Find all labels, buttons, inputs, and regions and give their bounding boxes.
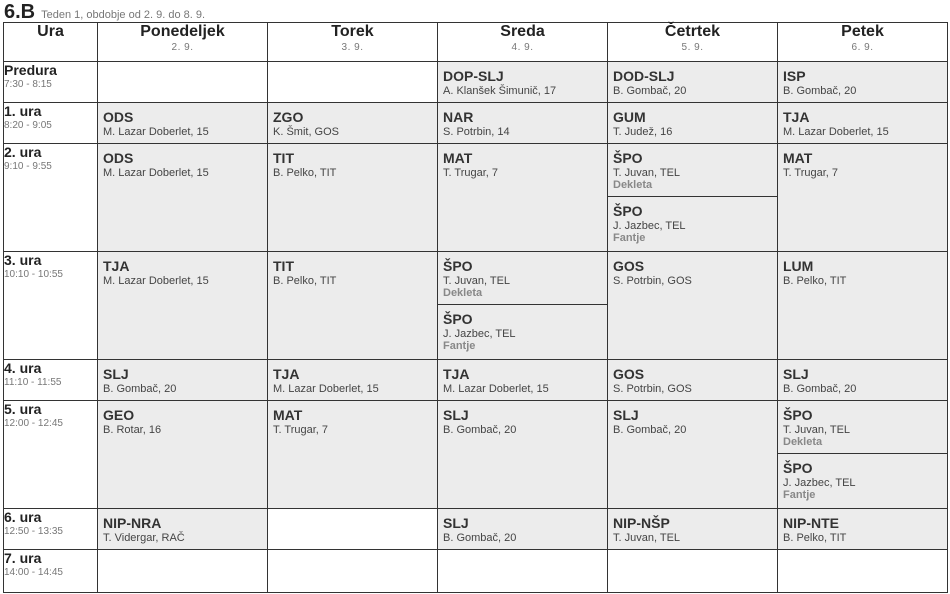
lesson-teacher: B. Gombač, 20 bbox=[783, 383, 857, 395]
lesson-teacher: T. Trugar, 7 bbox=[273, 424, 329, 436]
lesson-teacher: B. Pelko, TIT bbox=[783, 275, 847, 287]
lesson-subject: DOP-SLJ bbox=[443, 68, 504, 84]
lesson-card[interactable] bbox=[438, 305, 607, 359]
lesson-group: Dekleta bbox=[443, 287, 483, 299]
timetable-row bbox=[4, 401, 948, 509]
hour-column-header bbox=[4, 23, 98, 62]
hour-time: 12:50 - 13:35 bbox=[4, 526, 63, 537]
lesson-card[interactable] bbox=[438, 401, 607, 508]
lesson-subject: SLJ bbox=[783, 366, 809, 382]
lesson-card[interactable] bbox=[438, 360, 607, 400]
day-slot bbox=[778, 252, 948, 360]
lesson-card[interactable] bbox=[98, 509, 267, 549]
lesson-teacher: B. Pelko, TIT bbox=[783, 532, 847, 544]
lesson-group: Dekleta bbox=[613, 179, 653, 191]
day-slot bbox=[778, 144, 948, 252]
day-slot bbox=[438, 550, 608, 593]
day-slot bbox=[608, 509, 778, 550]
header-row bbox=[4, 23, 948, 62]
day-date: 4. 9. bbox=[511, 42, 534, 53]
hour-time: 9:10 - 9:55 bbox=[4, 161, 52, 172]
day-slot bbox=[98, 550, 268, 593]
lesson-subject: ŠPO bbox=[613, 150, 643, 166]
lesson-card[interactable] bbox=[778, 360, 947, 400]
lesson-card[interactable] bbox=[608, 144, 777, 197]
lesson-teacher: M. Lazar Doberlet, 15 bbox=[783, 126, 889, 138]
hour-cell bbox=[4, 62, 98, 103]
day-slot bbox=[98, 144, 268, 252]
lesson-teacher: J. Jazbec, TEL bbox=[783, 477, 856, 489]
day-slot bbox=[778, 103, 948, 144]
lesson-subject: ŠPO bbox=[783, 460, 813, 476]
lesson-teacher: K. Šmit, GOS bbox=[273, 126, 340, 138]
timetable-header bbox=[0, 0, 950, 22]
day-name: Sreda bbox=[500, 23, 545, 40]
lesson-teacher: T. Trugar, 7 bbox=[783, 167, 839, 179]
lesson-subject: GOS bbox=[613, 366, 645, 382]
lesson-teacher: S. Potrbin, 14 bbox=[443, 126, 510, 138]
day-slot bbox=[438, 103, 608, 144]
lesson-card[interactable] bbox=[268, 144, 437, 251]
hour-name: 7. ura bbox=[4, 550, 42, 566]
lesson-card[interactable] bbox=[608, 509, 777, 549]
hour-cell bbox=[4, 360, 98, 401]
lesson-subject: MAT bbox=[273, 407, 303, 423]
lesson-card[interactable] bbox=[608, 252, 777, 359]
day-slot bbox=[268, 509, 438, 550]
day-slot bbox=[268, 62, 438, 103]
day-slot bbox=[98, 103, 268, 144]
day-date: 6. 9. bbox=[851, 42, 874, 53]
day-slot bbox=[438, 401, 608, 509]
lesson-teacher: M. Lazar Doberlet, 15 bbox=[103, 275, 209, 287]
lesson-teacher: B. Gombač, 20 bbox=[783, 85, 857, 97]
lesson-subject: MAT bbox=[783, 150, 813, 166]
lesson-card[interactable] bbox=[268, 360, 437, 400]
day-slot bbox=[778, 62, 948, 103]
lesson-teacher: M. Lazar Doberlet, 15 bbox=[443, 383, 549, 395]
hour-time: 11:10 - 11:55 bbox=[4, 377, 62, 388]
lesson-teacher: B. Gombač, 20 bbox=[613, 424, 687, 436]
lesson-subject: NAR bbox=[443, 109, 474, 125]
lesson-teacher: B. Gombač, 20 bbox=[443, 532, 517, 544]
lesson-subject: NIP-NRA bbox=[103, 515, 162, 531]
day-slot bbox=[438, 360, 608, 401]
lesson-teacher: T. Juvan, TEL bbox=[783, 424, 851, 436]
day-slot bbox=[98, 509, 268, 550]
lesson-subject: TIT bbox=[273, 150, 294, 166]
day-header-tuesday bbox=[268, 23, 438, 62]
hour-cell bbox=[4, 103, 98, 144]
lesson-teacher: B. Gombač, 20 bbox=[103, 383, 177, 395]
hour-cell bbox=[4, 144, 98, 252]
lesson-subject: ŠPO bbox=[443, 258, 473, 274]
lesson-card[interactable] bbox=[98, 401, 267, 508]
hour-name: 1. ura bbox=[4, 103, 42, 119]
lesson-card[interactable] bbox=[268, 103, 437, 143]
hour-name: 3. ura bbox=[4, 252, 42, 268]
lesson-card[interactable] bbox=[438, 62, 607, 102]
day-slot bbox=[608, 103, 778, 144]
lesson-group: Dekleta bbox=[783, 436, 823, 448]
day-slot bbox=[608, 360, 778, 401]
lesson-teacher: S. Potrbin, GOS bbox=[613, 383, 692, 395]
lesson-card[interactable] bbox=[608, 103, 777, 143]
lesson-subject: SLJ bbox=[613, 407, 639, 423]
lesson-teacher: M. Lazar Doberlet, 15 bbox=[103, 167, 209, 179]
day-name: Torek bbox=[331, 23, 374, 40]
timetable-row bbox=[4, 144, 948, 252]
hour-cell bbox=[4, 550, 98, 593]
lesson-teacher: M. Lazar Doberlet, 15 bbox=[103, 126, 209, 138]
lesson-teacher: B. Gombač, 20 bbox=[443, 424, 517, 436]
day-date: 3. 9. bbox=[341, 42, 364, 53]
lesson-subject: SLJ bbox=[443, 407, 469, 423]
day-name: Ponedeljek bbox=[140, 23, 225, 40]
lesson-card[interactable] bbox=[438, 103, 607, 143]
day-slot bbox=[438, 509, 608, 550]
lesson-subject: ŠPO bbox=[443, 311, 473, 327]
day-slot bbox=[268, 360, 438, 401]
day-slot bbox=[268, 252, 438, 360]
day-slot bbox=[438, 144, 608, 252]
lesson-subject: SLJ bbox=[103, 366, 129, 382]
lesson-card[interactable] bbox=[98, 360, 267, 400]
lesson-card[interactable] bbox=[268, 401, 437, 508]
day-date: 5. 9. bbox=[681, 42, 704, 53]
hour-time: 14:00 - 14:45 bbox=[4, 567, 63, 578]
hour-cell bbox=[4, 401, 98, 509]
lesson-subject: GUM bbox=[613, 109, 646, 125]
lesson-teacher: M. Lazar Doberlet, 15 bbox=[273, 383, 379, 395]
day-header-friday bbox=[778, 23, 948, 62]
lesson-card[interactable] bbox=[438, 509, 607, 549]
lesson-card[interactable] bbox=[438, 252, 607, 305]
lesson-card[interactable] bbox=[98, 103, 267, 143]
hour-name: Predura bbox=[4, 62, 57, 78]
lesson-group: Fantje bbox=[613, 232, 646, 244]
lesson-teacher: T. Juvan, TEL bbox=[613, 532, 681, 544]
lesson-card[interactable] bbox=[608, 62, 777, 102]
hour-name: 5. ura bbox=[4, 401, 42, 417]
day-slot bbox=[608, 252, 778, 360]
timetable-row bbox=[4, 103, 948, 144]
hour-column-label: Ura bbox=[37, 23, 64, 40]
lesson-card[interactable] bbox=[608, 360, 777, 400]
lesson-teacher: B. Pelko, TIT bbox=[273, 167, 337, 179]
hour-name: 6. ura bbox=[4, 509, 42, 525]
lesson-teacher: S. Potrbin, GOS bbox=[613, 275, 692, 287]
lesson-subject: MAT bbox=[443, 150, 473, 166]
hour-cell bbox=[4, 509, 98, 550]
day-slot bbox=[98, 360, 268, 401]
day-slot bbox=[268, 144, 438, 252]
lesson-card[interactable] bbox=[778, 401, 947, 454]
lesson-card[interactable] bbox=[98, 252, 267, 359]
day-header-monday bbox=[98, 23, 268, 62]
day-slot bbox=[98, 252, 268, 360]
lesson-group: Fantje bbox=[783, 489, 816, 501]
timetable-row bbox=[4, 550, 948, 593]
lesson-teacher: B. Rotar, 16 bbox=[103, 424, 162, 436]
hour-cell bbox=[4, 252, 98, 360]
lesson-card[interactable] bbox=[608, 197, 777, 251]
day-name: Petek bbox=[841, 23, 884, 40]
timetable-row bbox=[4, 62, 948, 103]
timetable-row bbox=[4, 252, 948, 360]
lesson-subject: GOS bbox=[613, 258, 645, 274]
timetable bbox=[3, 22, 948, 593]
lesson-group: Fantje bbox=[443, 340, 476, 352]
day-slot bbox=[438, 252, 608, 360]
lesson-card[interactable] bbox=[778, 144, 947, 251]
lesson-subject: TIT bbox=[273, 258, 294, 274]
lesson-subject: ŠPO bbox=[783, 407, 813, 423]
lesson-card[interactable] bbox=[778, 62, 947, 102]
lesson-subject: ZGO bbox=[273, 109, 304, 125]
lesson-card[interactable] bbox=[778, 509, 947, 549]
timetable-body bbox=[4, 62, 948, 593]
lesson-subject: TJA bbox=[273, 366, 300, 382]
lesson-card[interactable] bbox=[778, 454, 947, 508]
lesson-subject: DOD-SLJ bbox=[613, 68, 675, 84]
day-date: 2. 9. bbox=[171, 42, 194, 53]
lesson-subject: ISP bbox=[783, 68, 806, 84]
lesson-card[interactable] bbox=[608, 401, 777, 508]
lesson-teacher: T. Judež, 16 bbox=[613, 126, 673, 138]
day-slot bbox=[608, 144, 778, 252]
lesson-teacher: B. Gombač, 20 bbox=[613, 85, 687, 97]
hour-time: 10:10 - 10:55 bbox=[4, 269, 63, 280]
lesson-teacher: T. Juvan, TEL bbox=[443, 275, 511, 287]
day-slot bbox=[778, 550, 948, 593]
day-slot bbox=[98, 401, 268, 509]
day-slot bbox=[98, 62, 268, 103]
day-slot bbox=[608, 550, 778, 593]
hour-time: 7:30 - 8:15 bbox=[4, 79, 52, 90]
hour-time: 12:00 - 12:45 bbox=[4, 418, 63, 429]
day-header-wednesday bbox=[438, 23, 608, 62]
lesson-subject: SLJ bbox=[443, 515, 469, 531]
lesson-subject: ŠPO bbox=[613, 203, 643, 219]
lesson-teacher: J. Jazbec, TEL bbox=[443, 328, 516, 340]
day-header-thursday bbox=[608, 23, 778, 62]
timetable-row bbox=[4, 360, 948, 401]
lesson-card[interactable] bbox=[438, 144, 607, 251]
day-slot bbox=[778, 401, 948, 509]
lesson-subject: ODS bbox=[103, 109, 134, 125]
lesson-teacher: T. Trugar, 7 bbox=[443, 167, 499, 179]
day-slot bbox=[608, 62, 778, 103]
hour-name: 4. ura bbox=[4, 360, 42, 376]
day-slot bbox=[268, 401, 438, 509]
lesson-card[interactable] bbox=[268, 252, 437, 359]
lesson-subject: TJA bbox=[783, 109, 810, 125]
lesson-teacher: T. Vidergar, RAČ bbox=[103, 532, 185, 544]
timetable-row bbox=[4, 509, 948, 550]
lesson-subject: NIP-NŠP bbox=[613, 515, 670, 531]
lesson-card[interactable] bbox=[98, 144, 267, 251]
lesson-card[interactable] bbox=[778, 103, 947, 143]
day-slot bbox=[268, 550, 438, 593]
lesson-teacher: T. Juvan, TEL bbox=[613, 167, 681, 179]
day-slot bbox=[608, 401, 778, 509]
class-name: 6.B bbox=[4, 1, 36, 23]
lesson-subject: TJA bbox=[103, 258, 130, 274]
lesson-teacher: J. Jazbec, TEL bbox=[613, 220, 686, 232]
day-slot bbox=[268, 103, 438, 144]
day-slot bbox=[438, 62, 608, 103]
day-name: Četrtek bbox=[664, 23, 721, 40]
lesson-card[interactable] bbox=[778, 252, 947, 359]
lesson-subject: LUM bbox=[783, 258, 814, 274]
lesson-subject: TJA bbox=[443, 366, 470, 382]
lesson-teacher: B. Pelko, TIT bbox=[273, 275, 337, 287]
hour-name: 2. ura bbox=[4, 144, 42, 160]
period-info: Teden 1, obdobje od 2. 9. do 8. 9. bbox=[41, 9, 206, 21]
lesson-subject: NIP-NTE bbox=[783, 515, 839, 531]
lesson-teacher: A. Klanšek Šimunič, 17 bbox=[443, 85, 557, 97]
lesson-subject: GEO bbox=[103, 407, 135, 423]
day-slot bbox=[778, 360, 948, 401]
hour-time: 8:20 - 9:05 bbox=[4, 120, 52, 131]
lesson-subject: ODS bbox=[103, 150, 134, 166]
day-slot bbox=[778, 509, 948, 550]
